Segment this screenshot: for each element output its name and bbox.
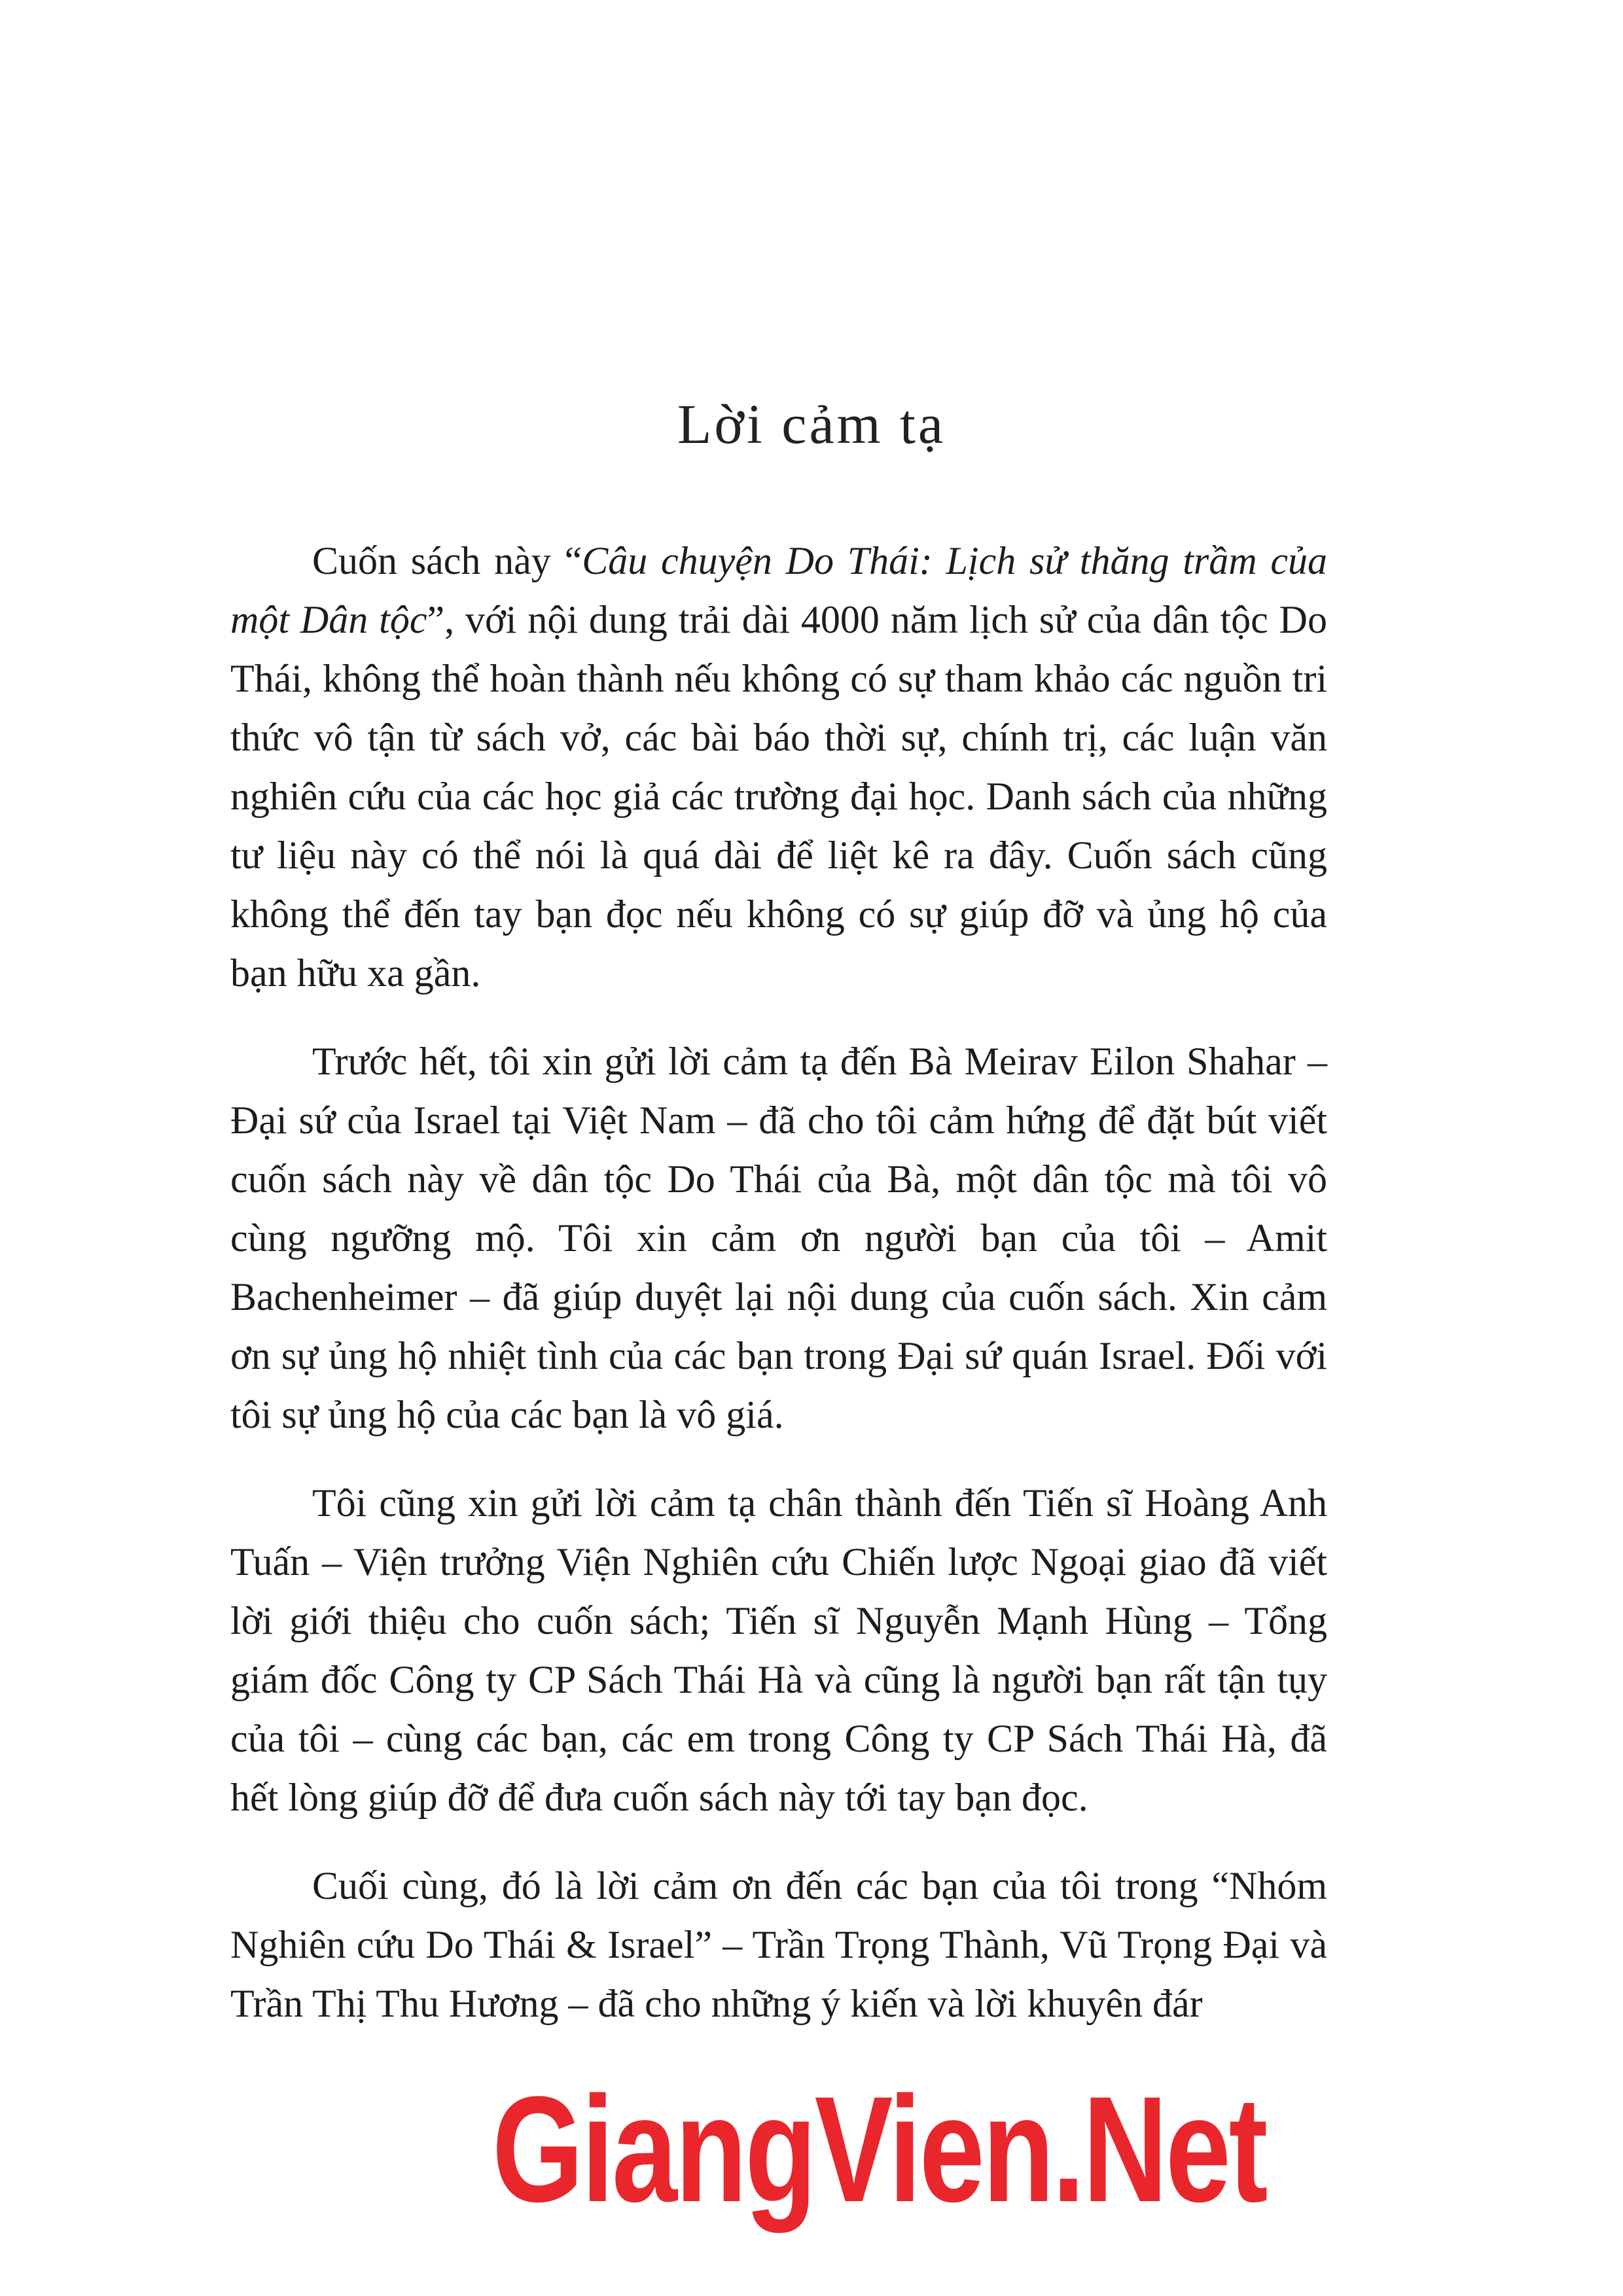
paragraph-4: Cuối cùng, đó là lời cảm ơn đến các bạn của tôi trong “Nhóm Nghiên cứu Do Thái & Israel” – Trần Trọng Thành, Vũ Trọng Đại và Trần Thị Thu Hương – đã cho những ý kiến và lời khuyên đár bbox=[230, 1864, 1327, 2025]
paragraph-1-lead: Cuốn sách này “ bbox=[312, 539, 582, 582]
book-title: Câu chuyện Do Thái: Lịch sử thăng trầm của một Dân tộc bbox=[230, 539, 1327, 641]
page-title: Lời cảm tạ bbox=[677, 392, 946, 455]
watermark-logo: GiangVien.Net bbox=[492, 2065, 1266, 2233]
paragraph-1-rest: ”, với nội dung trải dài 4000 năm lịch sử của dân tộc Do Thái, không thể hoàn thành nếu không có sự tham khảo các nguồn tri thức vô tận từ sách vở, các bài báo thời sự, chính trị, các luận văn nghiên cứu của các học giả các trường đại học. Danh sách của những tư liệu này có thể nói là quá dài để liệt kê ra đây. Cuốn sách cũng không thể đến tay bạn đọc nếu không có sự giúp đỡ và ủng hộ của bạn hữu xa gần. bbox=[230, 598, 1327, 995]
body-text bbox=[230, 531, 1327, 2062]
paragraph-1 bbox=[230, 531, 1327, 1002]
paragraph-2: Trước hết, tôi xin gửi lời cảm tạ đến Bà Meirav Eilon Shahar – Đại sứ của Israel tại Việt Nam – đã cho tôi cảm hứng để đặt bút viết cuốn sách này về dân tộc Do Thái của Bà, một dân tộc mà tôi vô cùng ngưỡng mộ. Tôi xin cảm ơn người bạn của tôi – Amit Bachenheimer – đã giúp duyệt lại nội dung của cuốn sách. Xin cảm ơn sự ủng hộ nhiệt tình của các bạn trong Đại sứ quán Israel. Đối với tôi sự ủng hộ của các bạn là vô giá. bbox=[230, 1040, 1327, 1436]
paragraph-3: Tôi cũng xin gửi lời cảm tạ chân thành đến Tiến sĩ Hoàng Anh Tuấn – Viện trưởng Viện Nghiên cứu Chiến lược Ngoại giao đã viết lời giới thiệu cho cuốn sách; Tiến sĩ Nguyễn Mạnh Hùng – Tổng giám đốc Công ty CP Sách Thái Hà và cũng là người bạn rất tận tụy của tôi – cùng các bạn, các em trong Công ty CP Sách Thái Hà, đã hết lòng giúp đỡ để đưa cuốn sách này tới tay bạn đọc. bbox=[230, 1481, 1327, 1819]
